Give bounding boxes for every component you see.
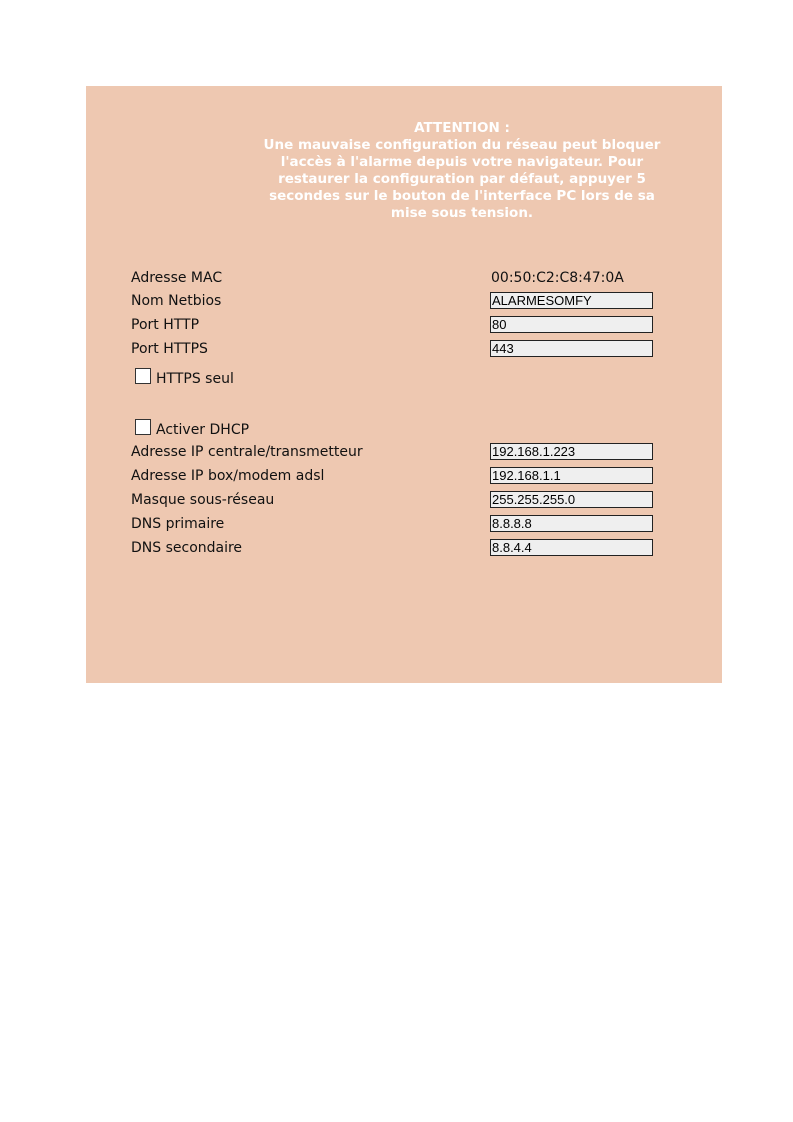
mac-address-value: 00:50:C2:C8:47:0A: [491, 270, 624, 286]
mac-address-label: Adresse MAC: [131, 270, 223, 286]
http-port-input[interactable]: [490, 316, 653, 333]
subnet-mask-label: Masque sous-réseau: [131, 492, 275, 508]
https-only-label: HTTPS seul: [156, 371, 234, 387]
network-settings-panel: [86, 86, 722, 683]
warning-line: Une mauvaise configuration du réseau peut bloquer: [263, 137, 661, 153]
dhcp-label: Activer DHCP: [156, 422, 250, 438]
subnet-mask-input[interactable]: [490, 491, 653, 508]
https-port-label: Port HTTPS: [131, 341, 208, 357]
netbios-label: Nom Netbios: [131, 293, 222, 309]
warning-line: secondes sur le bouton de l'interface PC lors de sa: [269, 188, 655, 204]
warning-line: restaurer la configuration par défaut, appuyer 5: [278, 171, 646, 187]
central-ip-label: Adresse IP centrale/transmetteur: [131, 444, 363, 460]
warning-line: mise sous tension.: [390, 205, 534, 221]
https-only-checkbox[interactable]: [135, 368, 151, 384]
netbios-input[interactable]: [490, 292, 653, 309]
http-port-label: Port HTTP: [131, 317, 200, 333]
dns-secondary-label: DNS secondaire: [131, 540, 243, 556]
dhcp-checkbox[interactable]: [135, 419, 151, 435]
dns-secondary-input[interactable]: [490, 539, 653, 556]
dns-primary-label: DNS primaire: [131, 516, 225, 532]
box-ip-label: Adresse IP box/modem adsl: [131, 468, 325, 484]
warning-line: l'accès à l'alarme depuis votre navigateur. Pour: [280, 154, 644, 170]
box-ip-input[interactable]: [490, 467, 653, 484]
central-ip-input[interactable]: [490, 443, 653, 460]
https-port-input[interactable]: [490, 340, 653, 357]
warning-title: ATTENTION :: [414, 120, 510, 136]
dns-primary-input[interactable]: [490, 515, 653, 532]
warning-message: [258, 120, 666, 222]
